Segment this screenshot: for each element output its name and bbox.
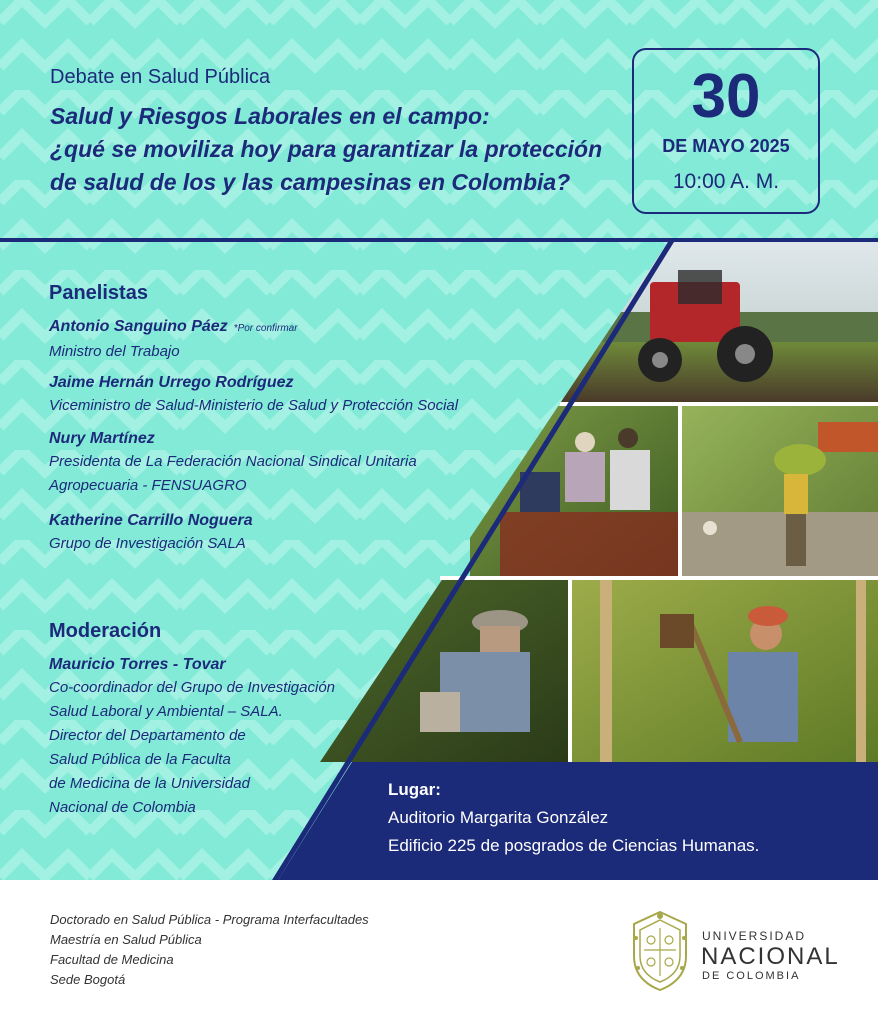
panelist-role: Ministro del Trabajo: [49, 343, 180, 360]
panelist-item: [49, 510, 519, 556]
panelistas-title: Panelistas: [49, 282, 148, 304]
moderator-role: Co-coordinador del Grupo de Investigación: [49, 679, 336, 696]
footer-campus: Sede Bogotá: [50, 972, 126, 987]
moderator-role: Salud Laboral y Ambiental – SALA.: [49, 703, 283, 720]
logo-university: UNIVERSIDAD: [702, 929, 807, 943]
moderator-item: [49, 654, 369, 820]
moderator-role: Director del Departamento de: [49, 727, 246, 744]
logo-de-colombia: DE COLOMBIA: [702, 970, 801, 982]
panelist-role: Grupo de Investigación SALA: [49, 535, 246, 552]
subtitle-line: ¿qué se moviliza hoy para garantizar la protección: [50, 136, 603, 162]
date-time: 10:00 A. M.: [672, 170, 780, 193]
panelist-name-row: [49, 316, 519, 340]
date-day: 30: [691, 62, 761, 131]
panelist-note: *Por confirmar: [233, 323, 298, 334]
footer-program: Maestría en Salud Pública: [50, 932, 202, 947]
footer-program: Doctorado en Salud Pública - Programa Interfacultades: [50, 912, 369, 927]
panelist-role: Viceministro de Salud-Ministerio de Salud y Protección Social: [49, 397, 459, 414]
panelist-item: [49, 428, 519, 498]
event-type-title: Debate en Salud Pública: [50, 66, 271, 88]
moderator-name: Mauricio Torres - Tovar: [49, 656, 226, 673]
event-subtitle: [50, 100, 630, 199]
date-box: [632, 48, 820, 214]
place-building: Edificio 225 de posgrados de Ciencias Humanas.: [388, 836, 760, 855]
moderator-role: de Medicina de la Universidad: [49, 775, 250, 792]
panelist-name: Jaime Hernán Urrego Rodríguez: [49, 374, 294, 391]
panelist-name: Antonio Sanguino Páez: [49, 318, 228, 335]
moderator-role: Nacional de Colombia: [49, 799, 196, 816]
panelist-name: Nury Martínez: [49, 430, 155, 447]
panelist-item: [49, 316, 519, 364]
panelist-role: Presidenta de La Federación Nacional Sindical Unitaria: [49, 453, 417, 470]
place-label: Lugar:: [388, 780, 441, 799]
moderator-role: Salud Pública de la Faculta: [49, 751, 231, 768]
subtitle-line: de salud de los y las campesinas en Colombia?: [50, 169, 571, 195]
photo-tractor: [560, 242, 878, 402]
moderacion-title: Moderación: [49, 620, 162, 642]
panelist-item: [49, 372, 519, 418]
university-seal-icon: [626, 908, 694, 994]
panelist-role: Agropecuaria - FENSUAGRO: [49, 477, 247, 494]
date-month-year: DE MAYO 2025: [662, 136, 790, 156]
logo-nacional: NACIONAL: [701, 943, 840, 970]
panelist-name: Katherine Carrillo Noguera: [49, 512, 253, 529]
photo-banana-carrier: [682, 406, 878, 576]
subtitle-line: Salud y Riesgos Laborales en el campo:: [50, 103, 490, 129]
place-venue: Auditorio Margarita González: [388, 808, 609, 827]
photo-farmer-hoe: [572, 580, 878, 762]
footer-faculty: Facultad de Medicina: [50, 952, 174, 967]
